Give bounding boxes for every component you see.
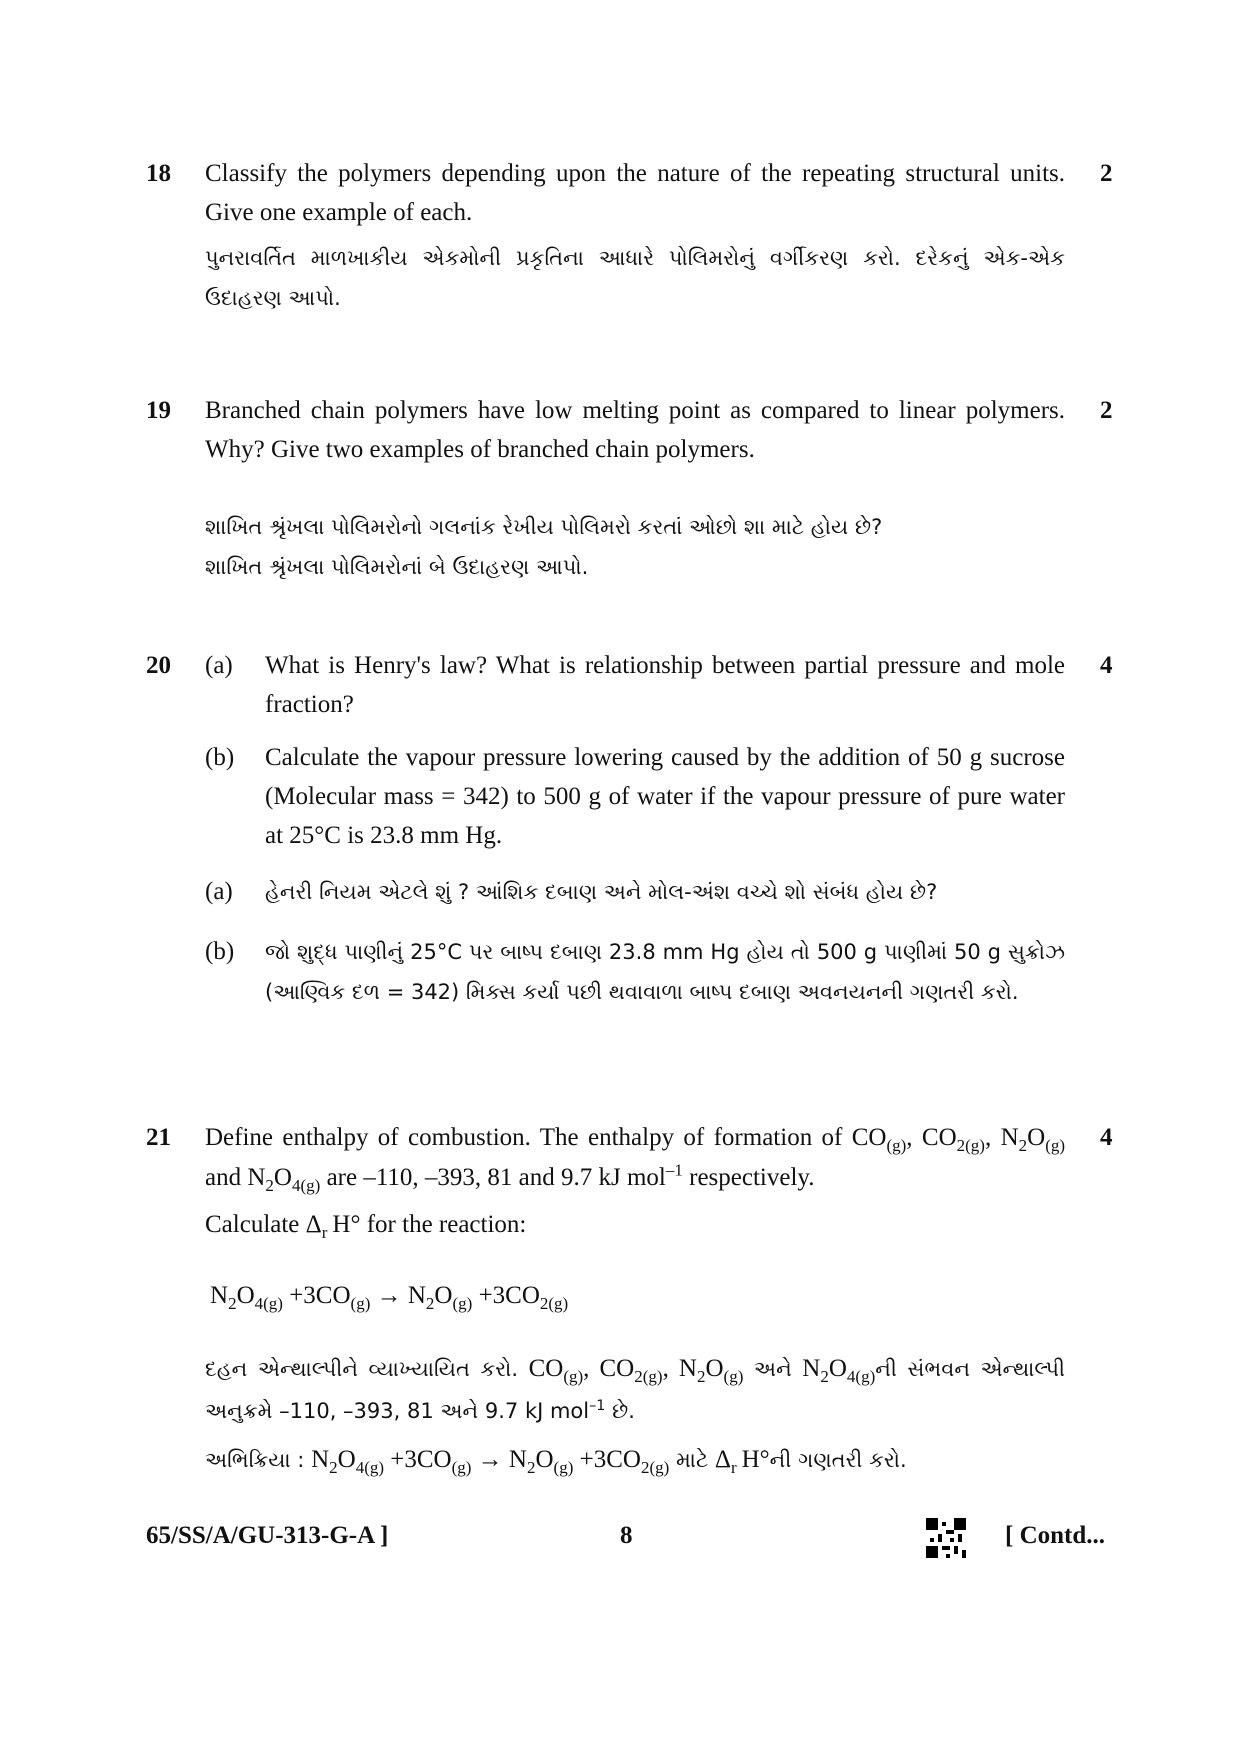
question-number-19: 19 <box>146 397 171 424</box>
q20-part-b-gujarati: જો શુદ્ધ પાણીનું 25°C પર બાષ્પ દબાણ 23.8 mm Hg હોય તો 500 g પાણીમાં 50 g સુક્રોઝ (આણ્વિક દળ = 342) મિક્સ કર્યા પછી થવાવાળા બાષ્પ દબાણ અવનયનની ગણતરી કરો. <box>265 940 1065 1004</box>
q21-gu-calc2: ની ગણતરી કરો. <box>769 1448 907 1472</box>
q20-part-b-english: Calculate the vapour pressure lowering caused by the addition of 50 g sucrose (Molecular mass = 342) to 500 g of water if the vapour pressure of pure water at 25°C is 23.8 mm Hg. <box>265 744 1065 849</box>
marks-21: 4 <box>1100 1124 1113 1151</box>
q21-calc-text: Calculate <box>205 1211 300 1238</box>
q20-part-a-label: (a) <box>205 652 233 679</box>
question-19-gujarati-line1: શાખિત શ્રૃંખલા પોલિમરોનો ગલનાંક રેખીય પોલિમરો કરતાં ઓછો શા માટે હોય છે? <box>205 515 883 539</box>
question-19-english: Branched chain polymers have low melting point as compared to linear polymers. Why? Give two examples of branched chain polymers. <box>205 397 1065 463</box>
question-18-gujarati: પુનરાવર્તિત માળખાકીય એકમોની પ્રકૃતિના આધારે પોલિમરોનું વર્ગીકરણ કરો. દરેકનું એક-એક ઉદાહરણ આપો. <box>205 246 1065 310</box>
q21-gu-che: છે. <box>612 1399 635 1423</box>
qr-code-icon <box>926 1518 966 1558</box>
question-21-gujarati-reaction: અભિક્રિયા : $N_2O_{4(g)} +3CO_{(g)} \to N_2O_{(g)} +3CO_{2(g)}$ માટે $\Delta_r$ H°ની ગણતરી કરો. <box>205 1446 907 1477</box>
question-21-calc-line: Calculate $\Delta_r$ H° for the reaction: <box>205 1211 527 1242</box>
q21-gu-define: દહન એન્થાલ્પીને વ્યાખ્યાયિત કરો. <box>205 1357 519 1381</box>
q21-gu-values: અનુક્રમે –110, –393, 81 અને 9.7 kJ mol <box>205 1399 590 1423</box>
marks-19: 2 <box>1100 397 1113 424</box>
q21-for-reaction-text: for the reaction: <box>366 1211 527 1238</box>
q21-respectively-text: respectively. <box>689 1164 815 1191</box>
question-19-gujarati-line2: શાખિત શ્રૃંખલા પોલિમરોનાં બે ઉદાહરણ આપો. <box>205 555 589 579</box>
q21-gu-reaction-label: અભિક્રિયા : <box>205 1448 305 1472</box>
page-number: 8 <box>620 1522 633 1549</box>
marks-20: 4 <box>1100 652 1113 679</box>
question-number-18: 18 <box>146 160 171 187</box>
question-21-gujarati: દહન એન્થાલ્પીને વ્યાખ્યાયિત કરો. $CO_{(g)}$, $CO_{2(g)}$, $N_2O_{(g)}$ અને $N_2O_{4(g)}ની$ સંભવન એન્થાલ્પી અનુક્રમે –110, –393, 81 અને 9.7 kJ mol$^{-1}$ છે. <box>205 1355 1065 1423</box>
question-number-21: 21 <box>146 1124 171 1151</box>
question-21-english: Define enthalpy of combustion. The enthalpy of formation of $CO_{(g)}$, $CO_{2(g)}$, $N_2O_{(g)}$ and $N_2O_{4(g)}$ are –110, –393, 81 and 9.7 kJ mol$^{-1}$ respectively. <box>205 1124 1066 1195</box>
reaction-equation: $N_2O_{4(g)} +3CO_{(g)} \to N_2O_{(g)} +3CO_{2(g)}$ <box>210 1282 569 1313</box>
q21-gu-calc: માટે <box>675 1448 709 1472</box>
marks-18: 2 <box>1100 160 1113 187</box>
q21-define-text: Define enthalpy of combustion. The enthalpy of formation of <box>205 1124 843 1151</box>
q20-part-a-gujarati: હેનરી નિયમ એટલે શું ? આંશિક દબાણ અને મોલ-અંશ વચ્ચે શો સંબંધ હોય છે? <box>265 880 938 904</box>
q20-part-b-label: (b) <box>205 744 235 771</box>
paper-code: 65/SS/A/GU-313-G-A ] <box>146 1522 389 1549</box>
q20-part-a-gu-label: (a) <box>205 878 233 905</box>
q20-part-b-gu-label: (b) <box>205 938 235 965</box>
q20-part-a-english: What is Henry's law? What is relationship between partial pressure and mole fraction? <box>265 652 1065 718</box>
q21-gu-and: અને <box>753 1357 792 1381</box>
question-number-20: 20 <box>146 652 171 679</box>
q21-values-text: are –110, –393, 81 and 9.7 kJ mol <box>326 1164 666 1191</box>
q21-and-text: and <box>205 1164 242 1191</box>
question-18-english: Classify the polymers depending upon the nature of the repeating structural units. Give one example of each. <box>205 160 1065 226</box>
continued-label: [ Contd... <box>1005 1522 1106 1549</box>
q21-gu-formation: ની સંભવન એન્થાલ્પી <box>875 1357 1065 1381</box>
